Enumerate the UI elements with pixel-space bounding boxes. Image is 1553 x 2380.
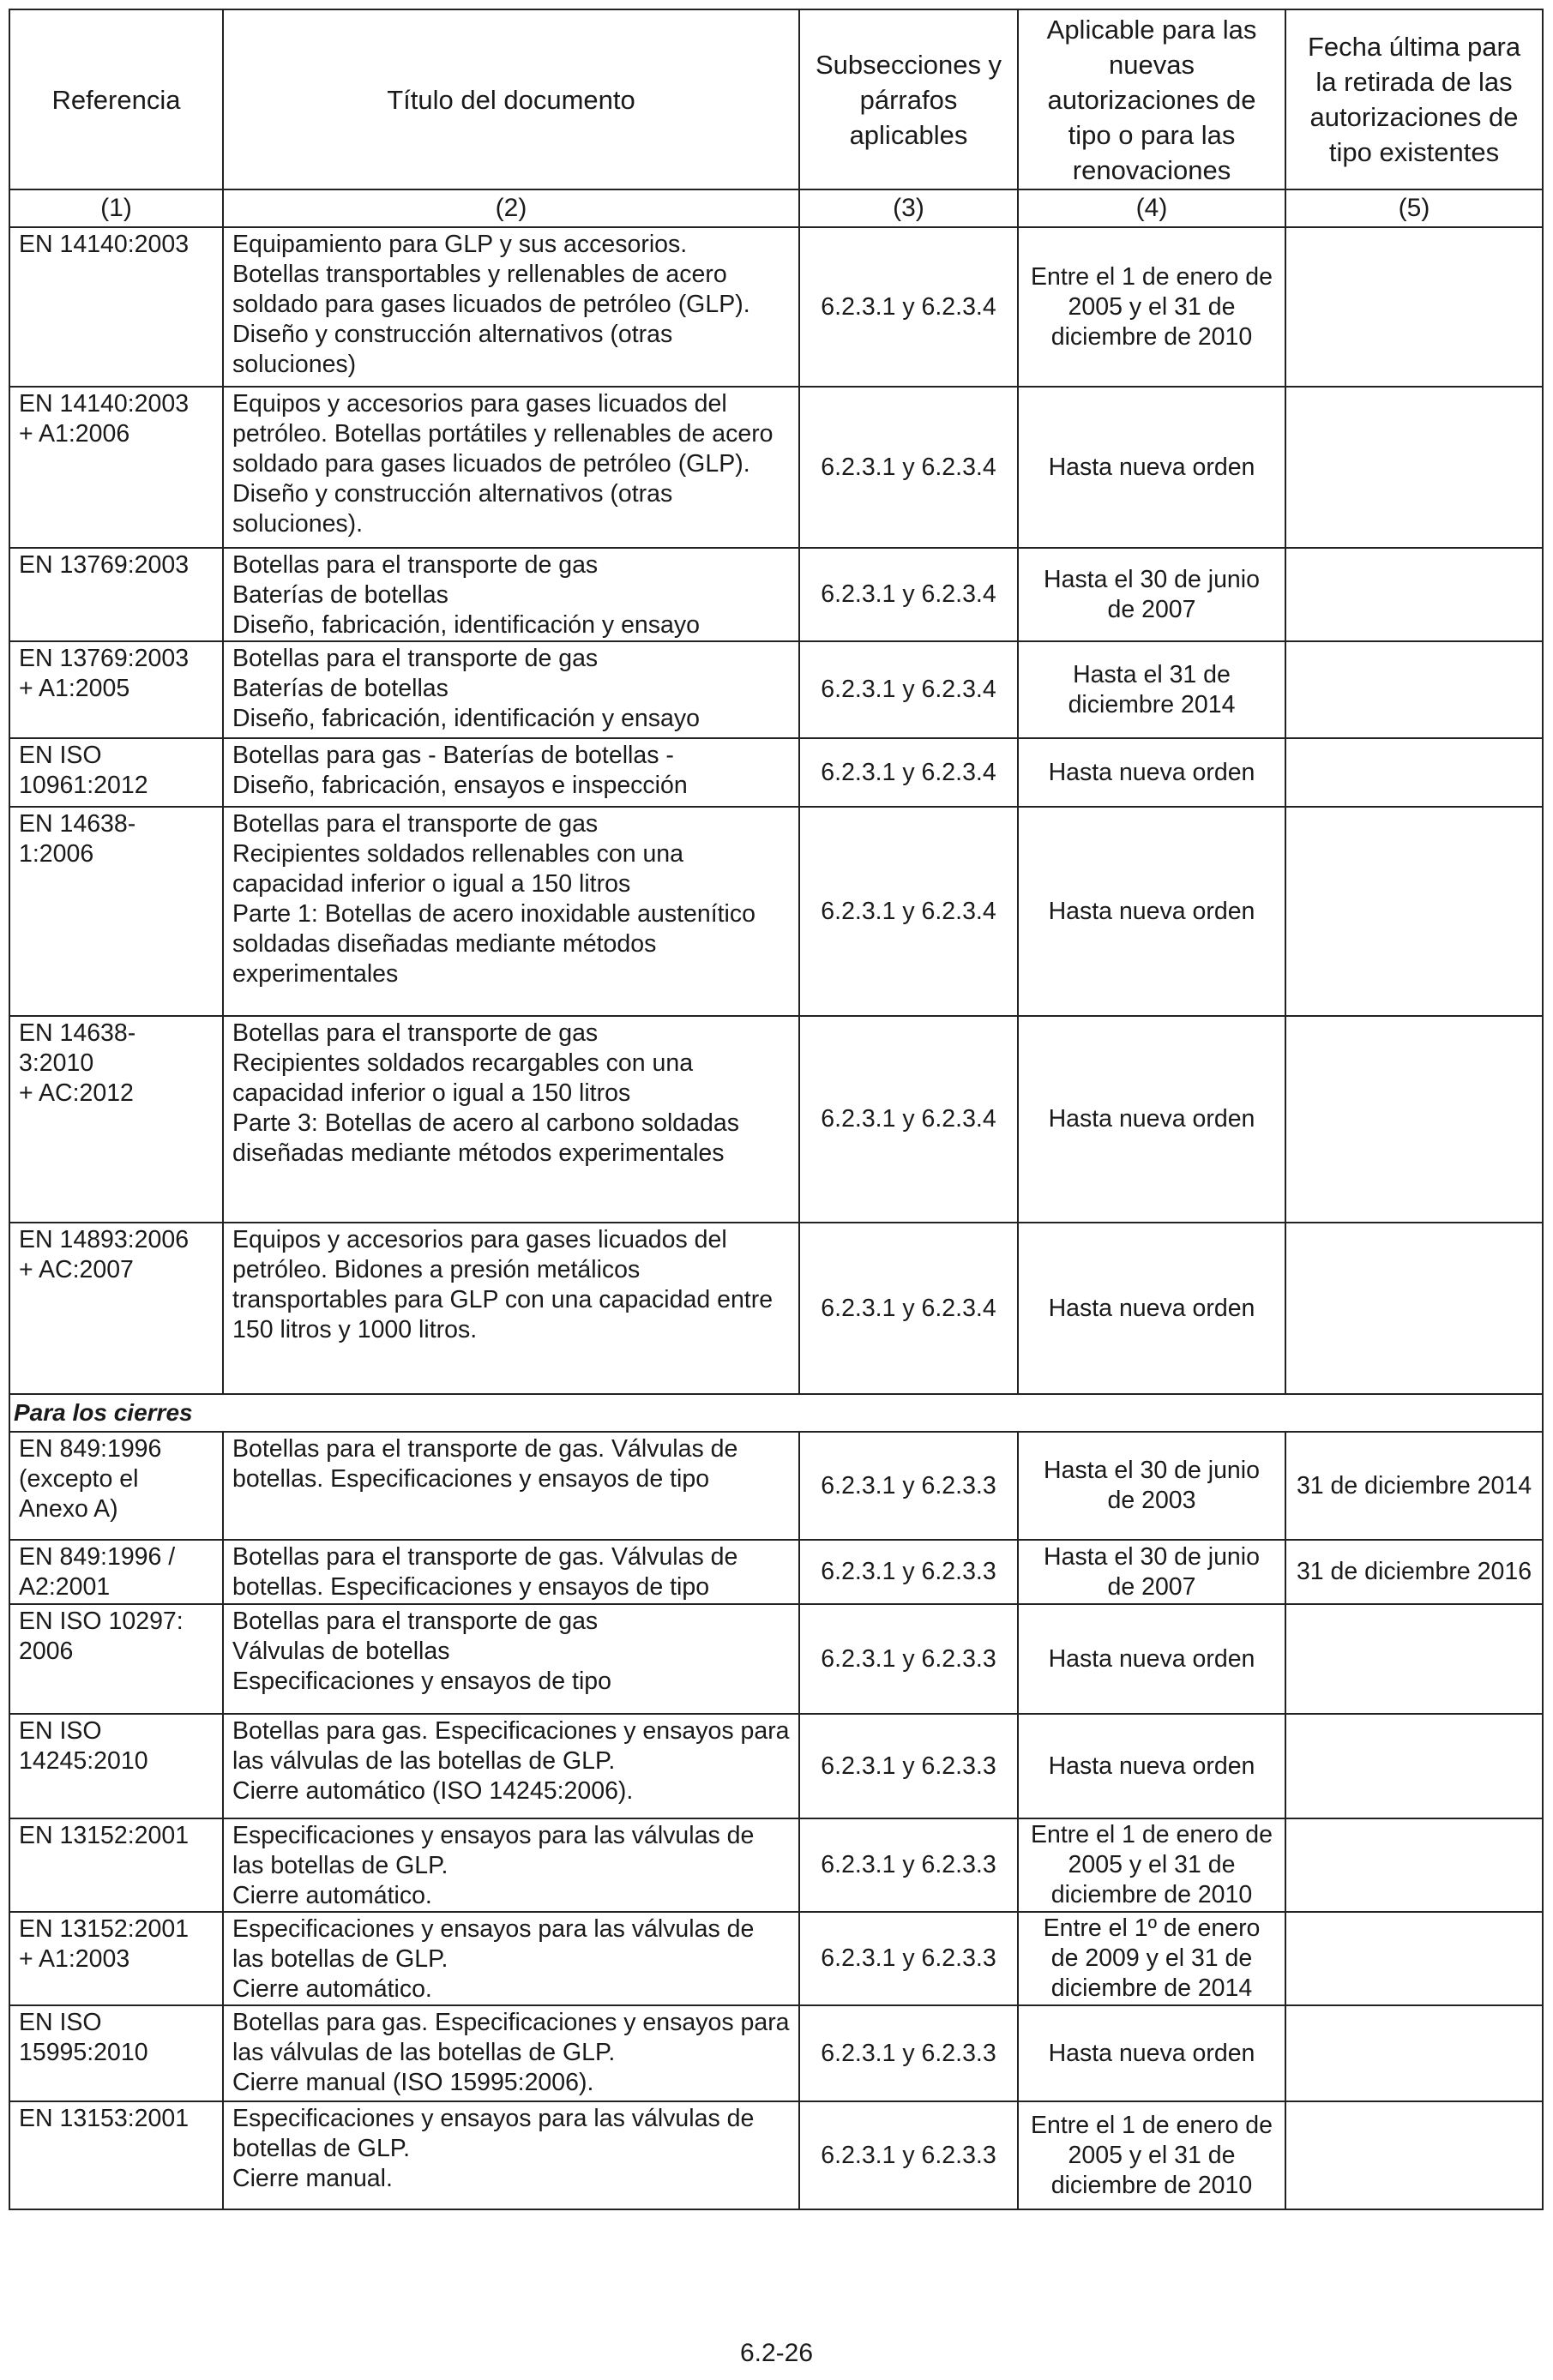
table-row (9, 1540, 1543, 1604)
withdrawal-date-cell (1285, 387, 1543, 548)
applicable-cell: Hasta el 30 de junio de 2007 (1018, 548, 1285, 641)
applicable-cell: Hasta nueva orden (1018, 2005, 1285, 2101)
subsections-cell: 6.2.3.1 y 6.2.3.4 (799, 387, 1018, 548)
document-title-cell: Botellas para el transporte de gas Baterías de botellas Diseño, fabricación, identificación y ensayo (223, 548, 799, 641)
table-row (9, 807, 1543, 1016)
subsections-cell: 6.2.3.1 y 6.2.3.3 (799, 1540, 1018, 1604)
reference-cell: EN 13769:2003 (9, 548, 223, 641)
subsections-cell: 6.2.3.1 y 6.2.3.4 (799, 1016, 1018, 1223)
withdrawal-date-cell: 31 de diciembre 2016 (1285, 1540, 1543, 1604)
applicable-cell: Hasta nueva orden (1018, 1604, 1285, 1714)
column-number: (5) (1285, 189, 1543, 227)
table-row (9, 641, 1543, 738)
reference-cell: EN 849:1996 / A2:2001 (9, 1540, 223, 1604)
withdrawal-date-cell (1285, 807, 1543, 1016)
subsections-cell: 6.2.3.1 y 6.2.3.4 (799, 738, 1018, 807)
reference-cell: EN ISO 10297: 2006 (9, 1604, 223, 1714)
reference-cell: EN ISO 15995:2010 (9, 2005, 223, 2101)
header-row (9, 9, 1543, 189)
table-row (9, 1604, 1543, 1714)
applicable-cell: Hasta nueva orden (1018, 807, 1285, 1016)
table-row (9, 738, 1543, 807)
table-body-closures (9, 1432, 1543, 2209)
applicable-cell: Entre el 1 de enero de 2005 y el 31 de diciembre de 2010 (1018, 1818, 1285, 1912)
column-number-row (9, 189, 1543, 227)
document-title-cell: Botellas para gas. Especificaciones y ensayos para las válvulas de las botellas de GLP. Cierre manual (ISO 15995:2006). (223, 2005, 799, 2101)
document-title-cell: Especificaciones y ensayos para las válvulas de botellas de GLP. Cierre manual. (223, 2101, 799, 2209)
reference-cell: EN 14893:2006 + AC:2007 (9, 1223, 223, 1394)
reference-cell: EN 14638- 1:2006 (9, 807, 223, 1016)
standards-table (9, 9, 1544, 2210)
table-row (9, 1818, 1543, 1912)
applicable-cell: Hasta nueva orden (1018, 387, 1285, 548)
reference-cell: EN 13152:2001 (9, 1818, 223, 1912)
document-title-cell: Equipamiento para GLP y sus accesorios. Botellas transportables y rellenables de acero soldado para gases licuados de petróleo (GLP). Diseño y construcción alternativos (otras soluciones) (223, 227, 799, 387)
table-row (9, 387, 1543, 548)
subsections-cell: 6.2.3.1 y 6.2.3.4 (799, 548, 1018, 641)
subsections-cell: 6.2.3.1 y 6.2.3.3 (799, 2005, 1018, 2101)
subsections-cell: 6.2.3.1 y 6.2.3.3 (799, 1714, 1018, 1818)
reference-cell: EN 14140:2003 (9, 227, 223, 387)
table-row (9, 1223, 1543, 1394)
reference-cell: EN 14140:2003 + A1:2006 (9, 387, 223, 548)
applicable-cell: Hasta el 31 de diciembre 2014 (1018, 641, 1285, 738)
reference-cell: EN 13153:2001 (9, 2101, 223, 2209)
document-title-cell: Equipos y accesorios para gases licuados del petróleo. Bidones a presión metálicos transportables para GLP con una capacidad entre 150 litros y 1000 litros. (223, 1223, 799, 1394)
column-number: (3) (799, 189, 1018, 227)
withdrawal-date-cell (1285, 1818, 1543, 1912)
section-row (9, 1394, 1543, 1432)
table-row (9, 2005, 1543, 2101)
header-reference: Referencia (9, 9, 223, 189)
withdrawal-date-cell (1285, 548, 1543, 641)
document-title-cell: Botellas para el transporte de gas. Válvulas de botellas. Especificaciones y ensayos de tipo (223, 1540, 799, 1604)
column-number: (4) (1018, 189, 1285, 227)
subsections-cell: 6.2.3.1 y 6.2.3.4 (799, 807, 1018, 1016)
subsections-cell: 6.2.3.1 y 6.2.3.3 (799, 2101, 1018, 2209)
withdrawal-date-cell (1285, 1016, 1543, 1223)
header-withdrawal-date: Fecha última para la retirada de las autorizaciones de tipo existentes (1285, 9, 1543, 189)
reference-cell: EN ISO 10961:2012 (9, 738, 223, 807)
table-row (9, 227, 1543, 387)
table-body-containers (9, 227, 1543, 1394)
withdrawal-date-cell (1285, 2005, 1543, 2101)
applicable-cell: Hasta nueva orden (1018, 1714, 1285, 1818)
subsections-cell: 6.2.3.1 y 6.2.3.3 (799, 1818, 1018, 1912)
reference-cell: EN 14638- 3:2010 + AC:2012 (9, 1016, 223, 1223)
table-row (9, 548, 1543, 641)
withdrawal-date-cell (1285, 738, 1543, 807)
subsections-cell: 6.2.3.1 y 6.2.3.4 (799, 227, 1018, 387)
document-title-cell: Botellas para el transporte de gas. Válvulas de botellas. Especificaciones y ensayos de tipo (223, 1432, 799, 1540)
withdrawal-date-cell (1285, 641, 1543, 738)
reference-cell: EN 13152:2001 + A1:2003 (9, 1912, 223, 2005)
subsections-cell: 6.2.3.1 y 6.2.3.4 (799, 641, 1018, 738)
withdrawal-date-cell (1285, 2101, 1543, 2209)
applicable-cell: Hasta nueva orden (1018, 1223, 1285, 1394)
reference-cell: EN 849:1996 (excepto el Anexo A) (9, 1432, 223, 1540)
applicable-cell: Hasta el 30 de junio de 2003 (1018, 1432, 1285, 1540)
withdrawal-date-cell: 31 de diciembre 2014 (1285, 1432, 1543, 1540)
table-row (9, 1432, 1543, 1540)
table-row (9, 1016, 1543, 1223)
page-number: 6.2-26 (739, 2339, 814, 2367)
subsections-cell: 6.2.3.1 y 6.2.3.3 (799, 1432, 1018, 1540)
document-title-cell: Botellas para el transporte de gas Recipientes soldados recargables con una capacidad inferior o igual a 150 litros Parte 3: Botellas de acero al carbono soldadas diseñadas mediante métodos experimentales (223, 1016, 799, 1223)
document-title-cell: Botellas para el transporte de gas Válvulas de botellas Especificaciones y ensayos de tipo (223, 1604, 799, 1714)
withdrawal-date-cell (1285, 227, 1543, 387)
header-document-title: Título del documento (223, 9, 799, 189)
document-title-cell: Botellas para el transporte de gas Recipientes soldados rellenables con una capacidad inferior o igual a 150 litros Parte 1: Botellas de acero inoxidable austenítico soldadas diseñadas mediante métodos experimentales (223, 807, 799, 1016)
table-row (9, 2101, 1543, 2209)
column-number: (1) (9, 189, 223, 227)
document-title-cell: Equipos y accesorios para gases licuados del petróleo. Botellas portátiles y rellenables de acero soldado para gases licuados de petróleo (GLP). Diseño y construcción alternativos (otras soluciones). (223, 387, 799, 548)
table-row (9, 1714, 1543, 1818)
withdrawal-date-cell (1285, 1912, 1543, 2005)
applicable-cell: Entre el 1º de enero de 2009 y el 31 de diciembre de 2014 (1018, 1912, 1285, 2005)
applicable-cell: Entre el 1 de enero de 2005 y el 31 de diciembre de 2010 (1018, 227, 1285, 387)
column-number: (2) (223, 189, 799, 227)
document-title-cell: Botellas para gas - Baterías de botellas - Diseño, fabricación, ensayos e inspección (223, 738, 799, 807)
applicable-cell: Hasta nueva orden (1018, 1016, 1285, 1223)
subsections-cell: 6.2.3.1 y 6.2.3.3 (799, 1604, 1018, 1714)
header-applicable: Aplicable para las nuevas autorizaciones de tipo o para las renovaciones (1018, 9, 1285, 189)
applicable-cell: Entre el 1 de enero de 2005 y el 31 de diciembre de 2010 (1018, 2101, 1285, 2209)
withdrawal-date-cell (1285, 1714, 1543, 1818)
document-title-cell: Especificaciones y ensayos para las válvulas de las botellas de GLP. Cierre automático. (223, 1912, 799, 2005)
section-closures (9, 1394, 1543, 1432)
header-subsections: Subsecciones y párrafos aplicables (799, 9, 1018, 189)
applicable-cell: Hasta el 30 de junio de 2007 (1018, 1540, 1285, 1604)
section-label: Para los cierres (9, 1394, 1543, 1432)
withdrawal-date-cell (1285, 1223, 1543, 1394)
withdrawal-date-cell (1285, 1604, 1543, 1714)
subsections-cell: 6.2.3.1 y 6.2.3.3 (799, 1912, 1018, 2005)
document-title-cell: Botellas para el transporte de gas Baterías de botellas Diseño, fabricación, identificación y ensayo (223, 641, 799, 738)
table-row (9, 1912, 1543, 2005)
reference-cell: EN 13769:2003 + A1:2005 (9, 641, 223, 738)
reference-cell: EN ISO 14245:2010 (9, 1714, 223, 1818)
document-title-cell: Botellas para gas. Especificaciones y ensayos para las válvulas de las botellas de GLP. Cierre automático (ISO 14245:2006). (223, 1714, 799, 1818)
applicable-cell: Hasta nueva orden (1018, 738, 1285, 807)
subsections-cell: 6.2.3.1 y 6.2.3.4 (799, 1223, 1018, 1394)
document-title-cell: Especificaciones y ensayos para las válvulas de las botellas de GLP. Cierre automático. (223, 1818, 799, 1912)
